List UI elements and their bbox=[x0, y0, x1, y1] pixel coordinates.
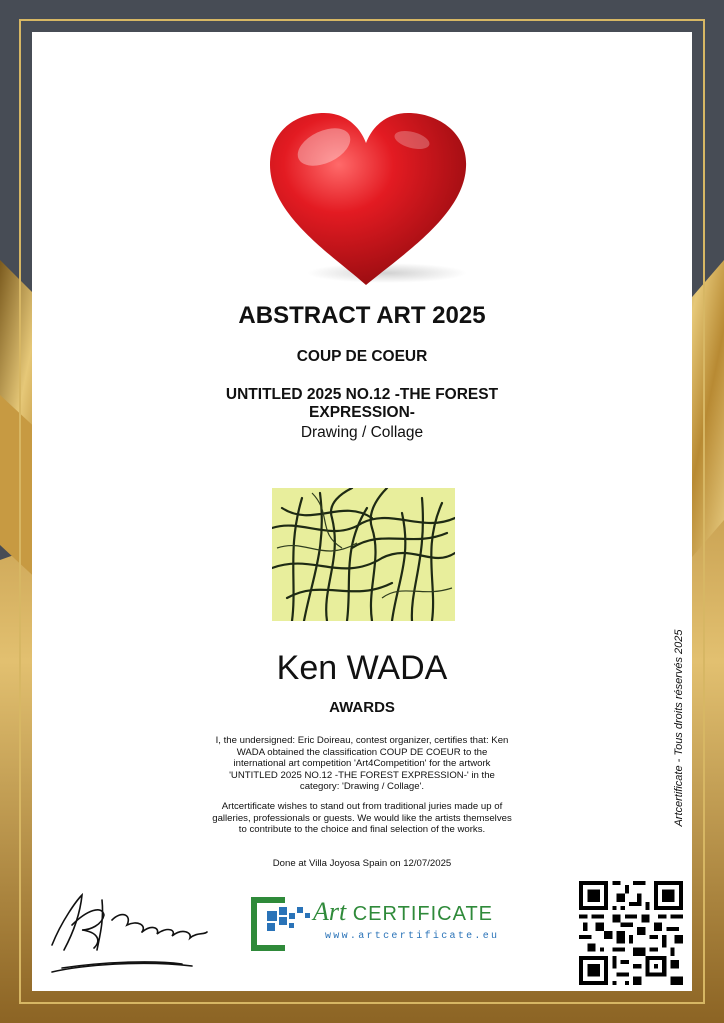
logo-art-word: Art bbox=[313, 897, 347, 926]
logo-mark-icon bbox=[245, 893, 315, 955]
awards-label: AWARDS bbox=[329, 699, 395, 716]
mission-statement: Artcertificate wishes to stand out from traditional juries made up of galleries, professionals or guests. We would like the artists themselves to contribute to the choice and final selection of the works. bbox=[212, 801, 512, 835]
competition-title: ABSTRACT ART 2025 bbox=[238, 302, 486, 329]
issue-date-line: Done at Villa Joyosa Spain on 12/07/2025 bbox=[272, 858, 452, 869]
artwork-image bbox=[272, 488, 455, 621]
logo-url: www.artcertificate.eu bbox=[325, 931, 500, 942]
copyright-notice: Artcertificate - Tous droits réservés 2025 bbox=[673, 629, 685, 827]
logo-wordmark bbox=[313, 897, 493, 927]
artist-name: Ken WADA bbox=[276, 649, 448, 687]
artcertificate-logo bbox=[245, 893, 500, 955]
artwork-title: UNTITLED 2025 NO.12 -THE FOREST EXPRESSION- bbox=[225, 386, 499, 421]
organizer-signature bbox=[42, 880, 212, 975]
logo-certificate-word: CERTIFICATE bbox=[352, 903, 494, 925]
artwork-technique: Drawing / Collage bbox=[300, 424, 424, 441]
qr-code-icon bbox=[579, 881, 683, 985]
certification-statement: I, the undersigned: Eric Doireau, contest organizer, certifies that: Ken WADA obtained the classification COUP DE COEUR to the international art competition 'Art4Competition' for the artwork 'UNTITLED 2025 NO.12 -THE FOREST EXPRESSION-' in the category: 'Drawing / Collage'. bbox=[215, 735, 509, 792]
heart-icon bbox=[262, 105, 472, 285]
classification-label: COUP DE COEUR bbox=[296, 348, 428, 365]
